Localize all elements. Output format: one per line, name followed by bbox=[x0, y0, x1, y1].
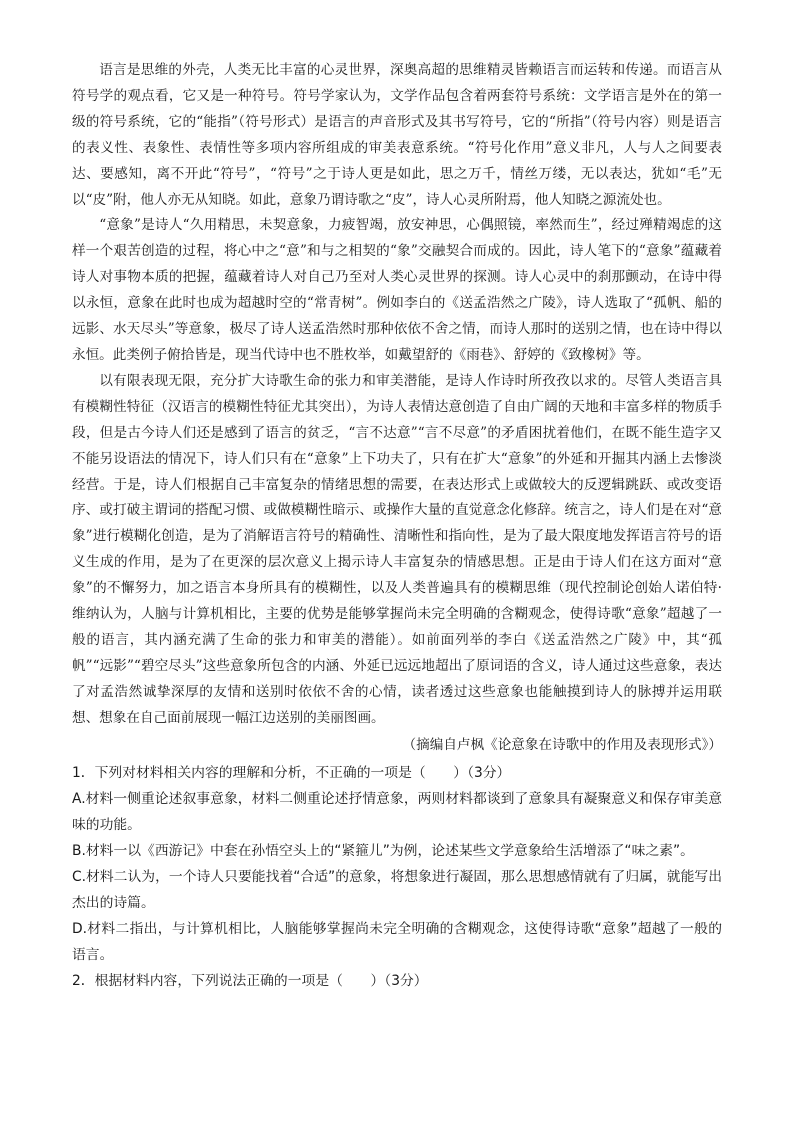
passage-source: （摘编自卢枫《论意象在诗歌中的作用及表现形式》） bbox=[402, 736, 722, 753]
passage-paragraph-3: 以有限表现无限，充分扩大诗歌生命的张力和审美潜能，是诗人作诗时所孜孜以求的。尽管人类语言具有模糊性特征（汉语言的模糊性特征尤其突出），为诗人表情达意创造了自由广阔的天地和丰富多样的物质手段，但是古今诗人们还是感到了语言的贫乏，“言不达意”“言不尽意”的矛盾困扰着他们，在既不能生造字又不能另设语法的情况下，诗人们只有在“意象”上下功夫了，只有在扩大“意象”的外延和开掘其内涵上去惨淡经营。于是，诗人们根据自己丰富复杂的情绪思想的需要，在表达形式上或做较大的反逻辑跳跃、或改变语序、或打破主谓词的搭配习惯、或做模糊性暗示、或操作大量的直觉意念化修辞。统言之，诗人们是在对“意象”进行模糊化创造，是为了消解语言符号的精确性、清晰性和指向性，是为了最大限度地发挥语言符号的语义生成的作用，是为了在更深的层次意义上揭示诗人丰富复杂的情感思想。正是由于诗人们在这方面对“意象”的不懈努力，加之语言本身所具有的模糊性，以及人类普遍具有的模糊思维（现代控制论创始人诺伯特·维纳认为，人脑与计算机相比，主要的优势是能够掌握尚未完全明确的含糊观念，使得诗歌“意象”超越了一般的语言，其内涵充满了生命的张力和审美的潜能）。如前面列举的李白《送孟浩然之广陵》中，其“孤帆”“远影”“碧空尽头”这些意象所包含的内涵、外延已远远地超出了原词语的含义，诗人通过这些意象，表达了对孟浩然诚挚深厚的友情和送别时依依不舍的心情，读者透过这些意象也能触摸到诗人的脉搏并运用联想、想象在自己面前展现一幅江边送别的美丽图画。 bbox=[72, 372, 722, 726]
question-1-option-d: D.材料二指出，与计算机相比，人脑能够掌握尚未完全明确的含糊观念，这使得诗歌“意象”超越了一般的语言。 bbox=[72, 920, 722, 963]
question-2-stem: 2．根据材料内容，下列说法正确的一项是（ ）（3分） bbox=[72, 972, 428, 989]
passage-paragraph-1: 语言是思维的外壳，人类无比丰富的心灵世界，深奥高超的思维精灵皆赖语言而运转和传递。而语言从符号学的观点看，它又是一种符号。符号学家认为，文学作品包含着两套符号系统：文学语言是外在的第一级的符号系统，它的“能指”（符号形式）是语言的声音形式及其书写符号，它的“所指”（符号内容）则是语言的表义性、表象性、表情性等多项内容所组成的审美表意系统。“符号化作用”意义非凡，人与人之间要表达、要感知，离不开此“符号”，“符号”之于诗人更是如此，思之万千，情丝万缕，无以表达，犹如“毛”无以“皮”附，他人亦无从知晓。如此，意象乃谓诗歌之“皮”，诗人心灵所附焉，他人知晓之源流处也。 bbox=[72, 62, 722, 208]
question-1-option-a: A.材料一侧重论述叙事意象，材料二侧重论述抒情意象，两则材料都谈到了意象具有凝聚意义和保存审美意味的功能。 bbox=[72, 790, 722, 833]
question-1-option-c: C.材料二认为，一个诗人只要能找着“合适”的意象，将想象进行凝固，那么思想感情就有了归属，就能写出杰出的诗篇。 bbox=[72, 868, 722, 911]
exam-page bbox=[72, 58, 722, 994]
question-list bbox=[72, 760, 722, 994]
question-1-option-b: B.材料一以《西游记》中套在孙悟空头上的“紧箍儿”为例，论述某些文学意象给生活增添了“味之素”。 bbox=[72, 842, 694, 859]
passage-paragraph-2: “意象”是诗人“久用精思，未契意象，力疲智竭，放安神思，心偶照镜，率然而生”，经过殚精竭虑的这样一个艰苦创造的过程，将心中之“意”和与之相契的“象”交融契合而成的。因此，诗人笔下的“意象”蕴藏着诗人对事物本质的把握，蕴藏着诗人对自己乃至对人类心灵世界的探测。诗人心灵中的刹那颤动，在诗中得以永恒，意象在此时也成为超越时空的“常青树”。例如李白的《送孟浩然之广陵》，诗人选取了“孤帆、船的远影、水天尽头”等意象，极尽了诗人送孟浩然时那种依依不舍之情，而诗人那时的送别之情，也在诗中得以永恒。此类例子俯拾皆是，现当代诗中也不胜枚举，如戴望舒的《雨巷》、舒婷的《致橡树》等。 bbox=[72, 217, 722, 363]
reading-passage bbox=[72, 58, 722, 732]
question-1-stem: 1．下列对材料相关内容的理解和分析，不正确的一项是（ ）（3分） bbox=[72, 764, 511, 781]
